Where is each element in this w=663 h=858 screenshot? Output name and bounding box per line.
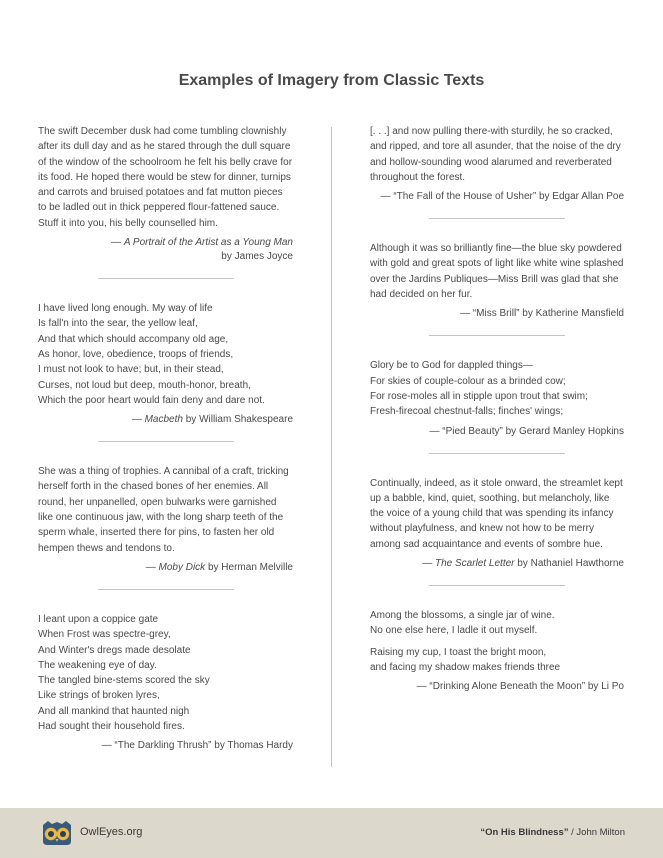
excerpt-joyce [38, 124, 293, 264]
right-column [370, 124, 624, 694]
verse-line: Had sought their household fires. [38, 721, 185, 733]
work-title: The Scarlet Letter [435, 558, 515, 570]
owl-logo-icon[interactable] [40, 820, 74, 846]
citation: — The Scarlet Letter by Nathaniel Hawthorne [422, 558, 624, 570]
excerpt-li-po [370, 608, 624, 694]
verse-line: For skies of couple-colour as a brinded cow; [370, 375, 566, 387]
excerpt-text: Although it was so brilliantly fine—the blue sky powdered with gold and great spots of light like white wine splashed over the Jardins Publiques—Miss Brill was glad that she had decided on her fur. [370, 243, 624, 301]
author: by Herman Melville [207, 561, 293, 573]
excerpt-text: Continually, indeed, as it stole onward, the streamlet kept up a babble, kind, quiet, soothing, but melancholy, like the voice of a young child that was spending its infancy without playfulness, and knew not how to be merry among sad acquaintance and events of sombre hue. [370, 477, 623, 550]
verse-line: Is fall'n into the sear, the yellow leaf, [38, 318, 198, 330]
verse-line: Glory be to God for dappled things— [370, 360, 533, 372]
citation: — “The Darkling Thrush” by Thomas Hardy [101, 740, 293, 752]
work-title: A Portrait of the Artist as a Young Man [123, 237, 293, 249]
footer-title: “On His Blindness” [480, 827, 569, 838]
verse-line: And Winter's dregs made desolate [38, 644, 191, 656]
verse-line: The weakening eye of day. [38, 659, 157, 671]
excerpt-hopkins [370, 358, 624, 438]
brand-name[interactable]: OwlEyes.org [80, 826, 143, 838]
author: by William Shakespeare [185, 414, 293, 426]
verse-line: Which the poor heart would fain deny and dare not. [38, 394, 265, 406]
verse-line: Raising my cup, I toast the bright moon, [370, 646, 547, 658]
author: by James Joyce [221, 251, 293, 263]
verse-line: and facing my shadow makes friends three [370, 661, 561, 673]
verse-line: When Frost was spectre-grey, [38, 629, 171, 641]
verse-line: Curses, not loud but deep, mouth-honor, breath, [38, 379, 251, 391]
citation: — Macbeth by William Shakespeare [131, 414, 293, 426]
citation: — “Miss Brill” by Katherine Mansfield [460, 308, 624, 320]
excerpt-shakespeare [38, 301, 293, 427]
verse-line: For rose-moles all in stipple upon trout that swim; [370, 390, 588, 402]
page-title: Examples of Imagery from Classic Texts [178, 72, 485, 89]
verse-line: I leant upon a coppice gate [38, 613, 159, 625]
excerpt-hardy [38, 612, 293, 753]
excerpt-text: [. . .] and now pulling there-with sturdily, he so cracked, and ripped, and tore all asunder, that the noise of the dry and hollow-sounding wood alarumed and reverberated throughout the forest. [370, 126, 621, 183]
column-divider [331, 127, 332, 767]
verse-line: As honor, love, obedience, troops of friends, [38, 348, 234, 360]
verse-line: Like strings of broken lyres, [38, 690, 160, 702]
excerpt-poe [370, 124, 624, 204]
excerpt-melville [38, 464, 293, 575]
verse-line: No one else here, I ladle it out myself. [370, 625, 538, 637]
citation: — A Portrait of the Artist as a Young Man by James Joyce [111, 237, 293, 263]
left-column [38, 124, 293, 753]
verse-line: And all mankind that haunted nigh [38, 705, 190, 717]
citation: — “Pied Beauty” by Gerard Manley Hopkins [429, 425, 624, 437]
verse-line: And that which should accompany old age, [38, 333, 229, 345]
verse-line: Among the blossoms, a single jar of wine. [370, 610, 555, 622]
work-title: Moby Dick [158, 561, 206, 573]
work-title: Macbeth [144, 414, 183, 426]
excerpt-text: The swift December dusk had come tumbling clownishly after its dull day and as he stared through the dull square of the window of the schoolroom he felt his belly crave for its food. He hoped there would be stew for dinner, turnips and carrots and bruised potatoes and fat mutton pieces to be ladled out in thick peppered flour-fattened sauce. Stuff it into you, his belly counselled him. [38, 126, 293, 229]
verse-line: The tangled bine-stems scored the sky [38, 675, 210, 687]
excerpt-mansfield [370, 241, 624, 321]
excerpt-text: She was a thing of trophies. A cannibal of a craft, tricking herself forth in the chased bones of her enemies. All round, her unpanelled, open bulwarks were garnished like one continuous jaw, with the long sharp teeth of the sperm whale, inserted there for pins, to fasten her old hempen thews and tendons to. [38, 466, 289, 554]
verse-line: I must not look to have; but, in their stead, [38, 364, 224, 376]
footer [0, 808, 663, 858]
citation: — “Drinking Alone Beneath the Moon” by Li Po [416, 681, 624, 693]
verse-line: I have lived long enough. My way of life [38, 303, 213, 315]
author: by Nathaniel Hawthorne [517, 558, 624, 570]
citation: — “The Fall of the House of Usher” by Edgar Allan Poe [380, 191, 624, 203]
footer-work-reference: “On His Blindness” / John Milton [480, 827, 625, 838]
citation: — Moby Dick by Herman Melville [145, 561, 293, 573]
footer-author: John Milton [576, 827, 625, 838]
verse-line: Fresh-firecoal chestnut-falls; finches' wings; [370, 406, 564, 418]
excerpt-hawthorne [370, 476, 624, 571]
